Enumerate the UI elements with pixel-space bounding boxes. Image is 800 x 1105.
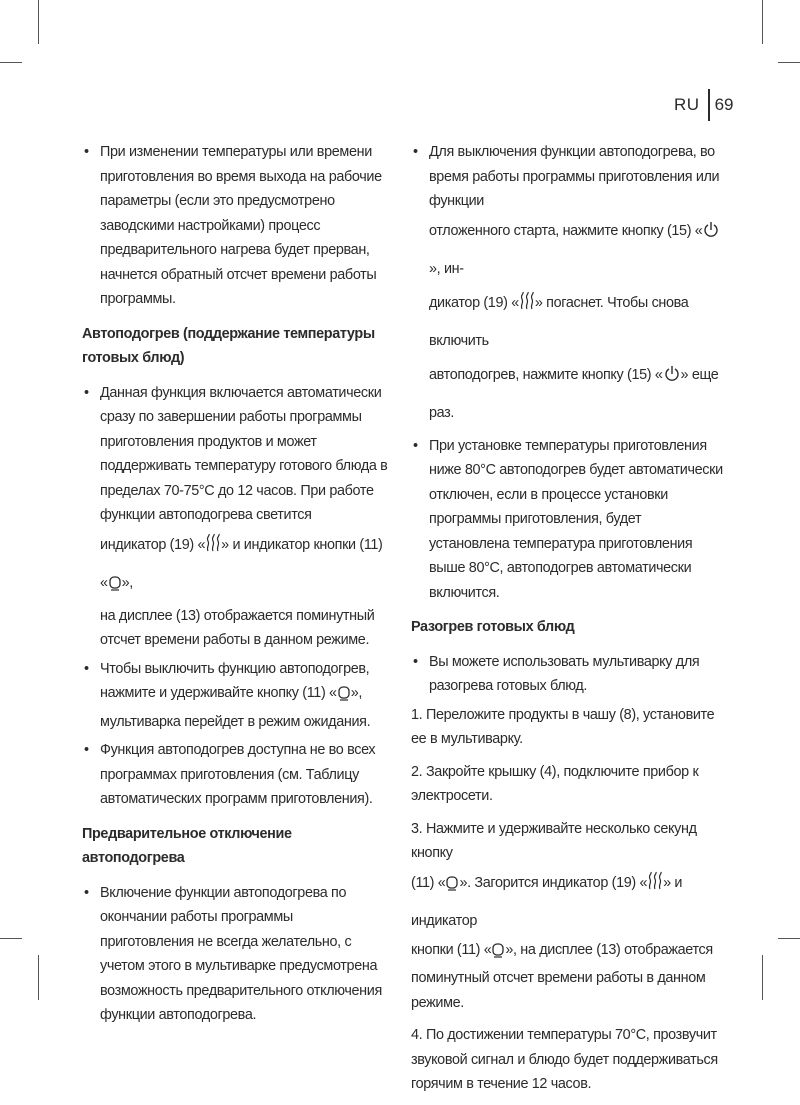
crop-mark (778, 938, 800, 939)
bullet-text: Включение функции автоподогрева по окончании работы программы приготовления не всегда желательно, с учетом этого в мультиварке предусмотрена возможность предварительного отключения функции автоподогрева. (100, 884, 382, 1023)
crop-mark (0, 62, 22, 63)
language-code: RU (674, 95, 700, 114)
right-column (411, 140, 723, 1105)
inline-text: » погаснет. Чтобы снова включить (429, 294, 689, 349)
section-heading: Предварительное отключение автоподогрева (82, 825, 292, 866)
page-number: 69 (714, 95, 734, 114)
crop-mark (778, 62, 800, 63)
bullet-text: Чтобы выключить функцию автоподогрев, нажмите и удерживайте кнопку (11) « (100, 660, 370, 701)
text-line-with-icons (429, 286, 723, 358)
bullet-item (82, 381, 388, 653)
bullet-item (411, 434, 723, 606)
heat-waves-icon (520, 290, 534, 324)
inline-text: индикатор (19) « (100, 536, 206, 553)
bullet-item (82, 738, 388, 812)
text-line-with-icons (411, 866, 723, 938)
bullet-text: Функция автоподогрев доступна не во всех программах приготовления (см. Таблицу автоматических программ приготовления). (100, 742, 376, 807)
inline-text: », (121, 574, 133, 591)
heat-waves-icon (648, 870, 662, 904)
page-header (674, 90, 733, 120)
section-heading: Автоподогрев (поддержание температуры готовых блюд) (82, 325, 375, 366)
keep-warm-button-icon (492, 942, 504, 967)
bullet-text: Для выключения функции автоподогрева, во время работы программы приготовления или функции (429, 144, 720, 209)
inline-text: », ин- (429, 260, 464, 277)
bullet-text: », мультиварка перейдет в режим ожидания. (100, 685, 371, 730)
bullet-text: При установке температуры приготовления ниже 80°С автоподогрев будет автоматически отключен, если в процессе установки программы приготовления, будет установлена температура приготовления выше 80°С, автоподогрев автоматически включится. (429, 437, 723, 601)
keep-warm-button-icon (109, 570, 121, 604)
inline-text: автоподогрев, нажмите кнопку (15) « (429, 366, 663, 383)
text-line-with-icons (100, 528, 388, 604)
keep-warm-button-icon (338, 685, 350, 710)
bullet-item (411, 650, 723, 699)
inline-text: » и индикатор кнопки (11) « (100, 536, 383, 591)
crop-mark (38, 955, 39, 1000)
inline-text: дикатор (19) « (429, 294, 519, 311)
step-line: 3. Нажмите и удерживайте несколько секунд кнопку (411, 820, 697, 861)
header-separator (708, 89, 710, 121)
bullet-text: Вы можете использовать мультиварку для разогрева готовых блюд. (429, 653, 700, 694)
power-icon (664, 362, 680, 396)
numbered-step (411, 817, 723, 1016)
numbered-step: 4. По достижении температуры 70°С, прозвучит звуковой сигнал и блюдо будет поддерживаться горячим в течение 12 часов. (411, 1027, 718, 1092)
inline-text: » и индикатор (411, 874, 683, 929)
crop-mark (762, 0, 763, 44)
bullet-text: При изменении температуры или времени приготовления во время выхода на рабочие параметры (если это предусмотрено заводскими настройками) процесс предварительного нагрева будет прерван, начнется обратный отсчет времени работы программы. (100, 144, 382, 307)
crop-mark (38, 0, 39, 44)
numbered-step: 1. Переложите продукты в чашу (8), установите ее в мультиварку. (411, 706, 715, 747)
inline-text: ». Загорится индикатор (19) « (459, 874, 648, 891)
bullet-text: на дисплее (13) отображается поминутный отсчет времени работы в данном режиме. (100, 607, 375, 648)
crop-mark (762, 955, 763, 1000)
crop-mark (0, 938, 22, 939)
numbered-step: 2. Закройте крышку (4), подключите прибор к электросети. (411, 763, 699, 804)
bullet-text: Данная функция включается автоматически сразу по завершении работы программы приготовления продуктов и может поддерживать температуру готового блюда в пределах 70-75°С до 12 часов. При работе функции автоподогрева светится (100, 384, 388, 523)
inline-text: (11) « (411, 874, 446, 891)
bullet-item (82, 657, 388, 735)
text-line-with-icons (429, 214, 723, 286)
inline-text: отложенного старта, нажмите кнопку (15) « (429, 222, 703, 239)
text-line-with-icons (429, 358, 723, 430)
inline-text: », на дисплее (13) отображается поминутный отсчет времени работы в данном режиме. (411, 941, 713, 1011)
inline-text: » еще раз. (429, 366, 719, 421)
heat-waves-icon (206, 532, 220, 566)
bullet-item (82, 140, 388, 312)
inline-text: кнопки (11) « (411, 941, 492, 958)
bullet-item (82, 881, 388, 1028)
section-heading: Разогрев готовых блюд (411, 619, 575, 635)
keep-warm-button-icon (446, 870, 458, 904)
power-icon (703, 218, 719, 252)
bullet-item (411, 140, 723, 430)
left-column (82, 140, 388, 1032)
